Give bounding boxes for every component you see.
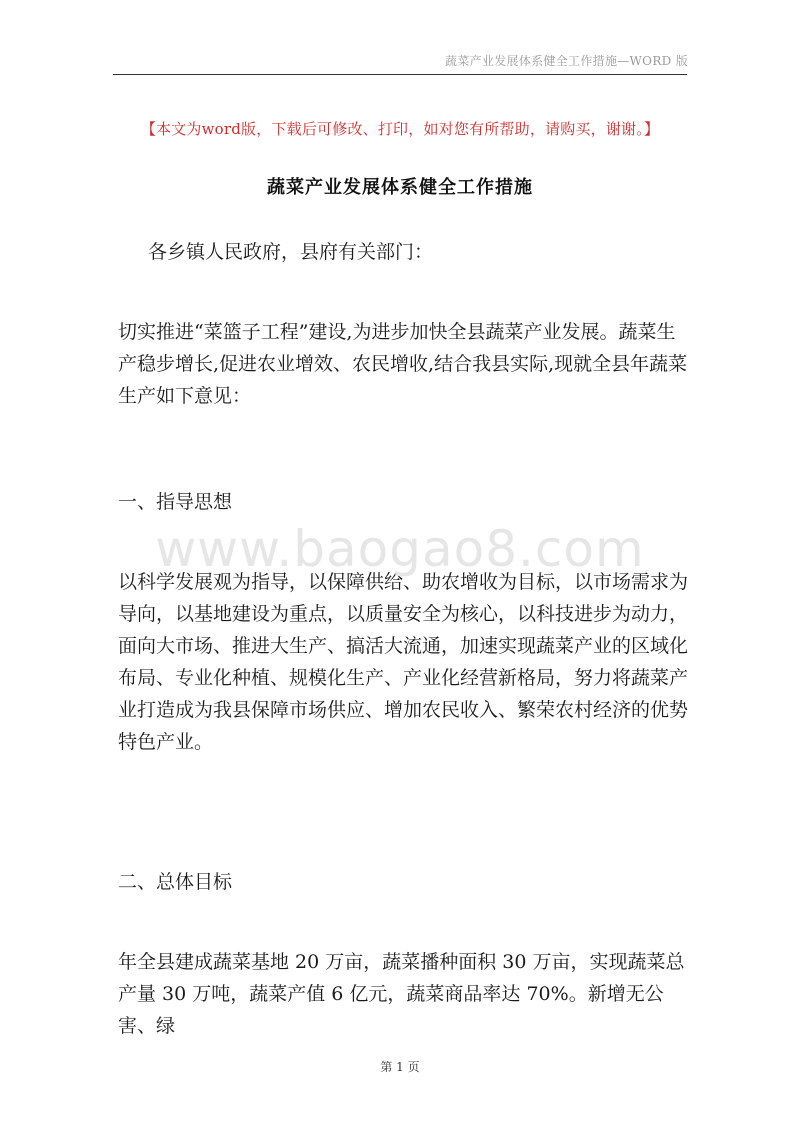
page-number: 第 1 页 — [380, 1060, 420, 1074]
header-divider — [113, 74, 687, 75]
intro-paragraph: 切实推进“菜篮子工程”建设,为进步加快全县蔬菜产业发展。蔬菜生产稳步增长,促进农业增效、农民增收,结合我县实际,现就全县年蔬菜生产如下意见： — [118, 321, 688, 407]
running-header: 蔬菜产业发展体系健全工作措施—WORD 版 — [445, 54, 688, 68]
watermark: www.baogao8.com — [155, 520, 645, 578]
salutation: 各乡镇人民政府，县府有关部门： — [148, 241, 434, 263]
section-heading-overall-goals: 二、总体目标 — [118, 871, 233, 893]
document-title: 蔬菜产业发展体系健全工作措施 — [267, 177, 533, 198]
guiding-ideology-paragraph: 以科学发展观为指导，以保障供给、助农增收为目标，以市场需求为导向，以基地建设为重点，以质量安全为核心，以科技进步为动力，面向大市场、推进大生产、搞活大流通，加速实现蔬菜产业的区域化布局、专业化种植、规模化生产、产业化经营新格局，努力将蔬菜产业打造成为我县保障市场供应、增加农民收入、繁荣农村经济的优势特色产业。 — [118, 571, 689, 753]
overall-goals-paragraph: 年全县建成蔬菜基地 20 万亩，蔬菜播种面积 30 万亩，实现蔬菜总产量 30 万吨，蔬菜产值 6 亿元，蔬菜商品率达 70%。新增无公害、绿 — [118, 951, 685, 1037]
section-heading-guiding-ideology: 一、指导思想 — [118, 491, 233, 513]
download-notice: 【本文为word版，下载后可修改、打印，如对您有所帮助，请购买，谢谢。】 — [140, 120, 660, 138]
